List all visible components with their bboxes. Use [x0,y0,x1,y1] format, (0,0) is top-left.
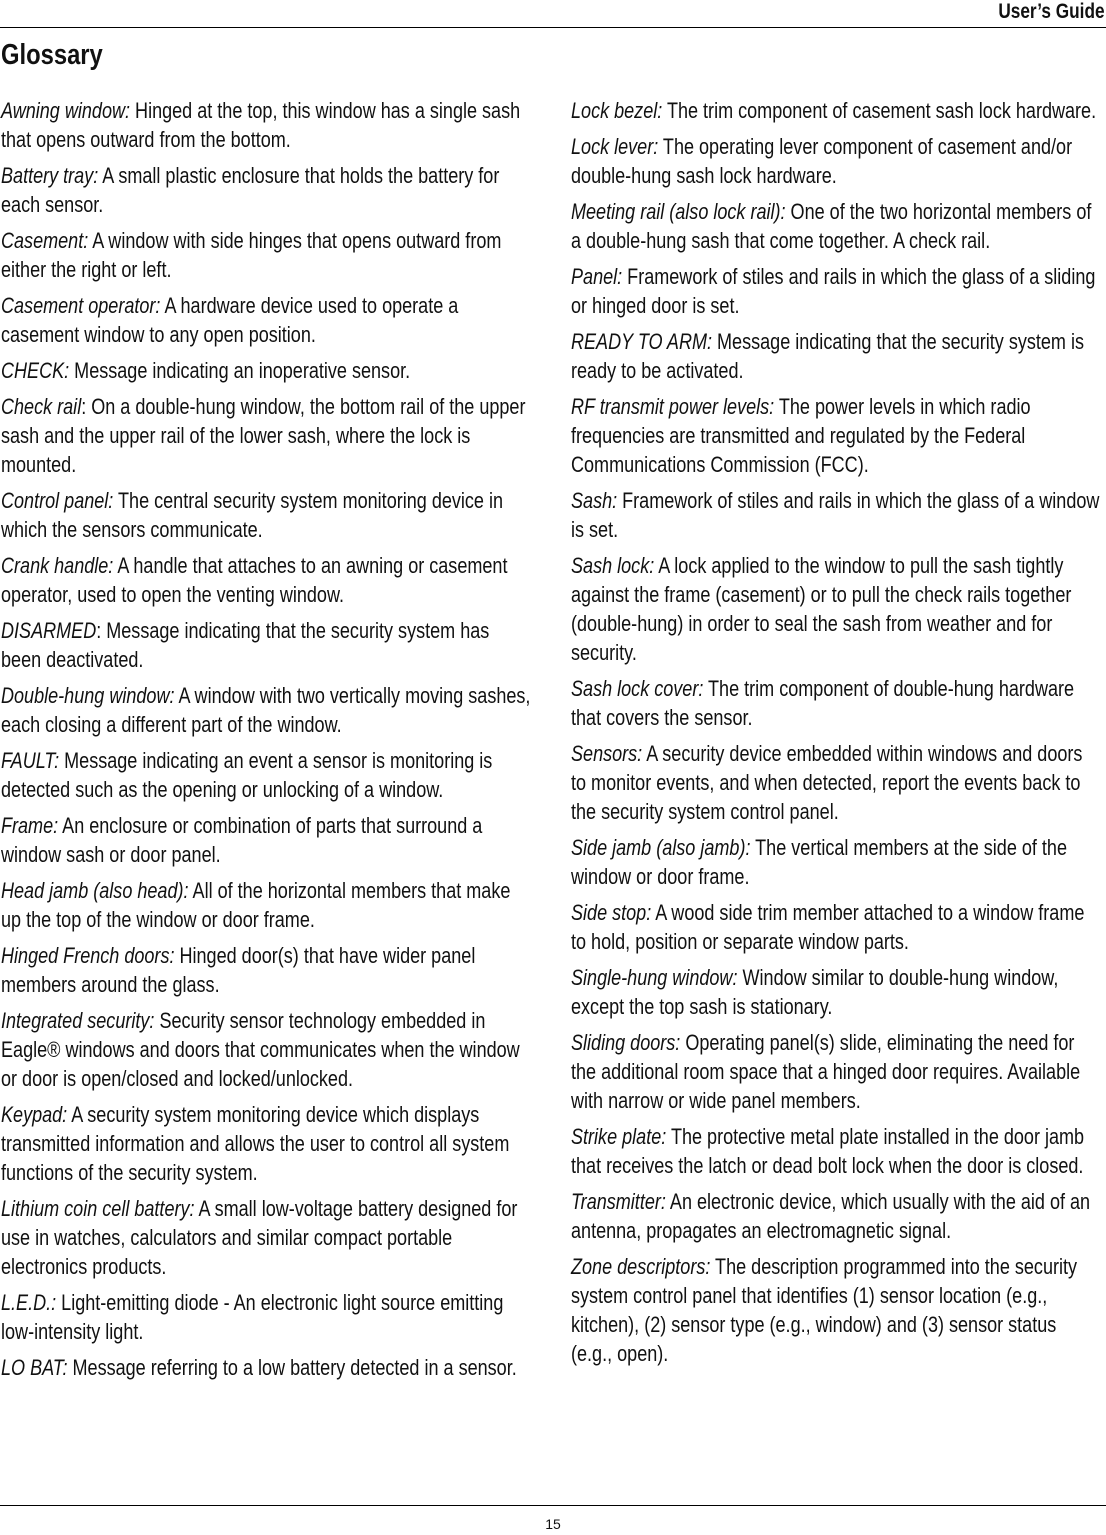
glossary-definition: The protective metal plate installed in the door jamb that receives the latch or dead bolt lock when the door is closed. [571,1124,1085,1178]
glossary-entry [571,833,1102,891]
glossary-entry [571,963,1102,1021]
glossary-term: Sash lock cover: [571,676,704,701]
glossary-entry [1,746,532,804]
glossary-entry [1,96,532,154]
glossary-definition: Framework of stiles and rails in which the glass of a sliding or hinged door is set. [571,264,1096,318]
glossary-entry [1,551,532,609]
glossary-definition: A lock applied to the window to pull the sash tightly against the frame (casement) or to pull the check rails together (double-hung) in order to seal the sash from weather and for security. [571,553,1072,665]
header-divider [0,27,1106,28]
glossary-term: Meeting rail (also lock rail): [571,199,786,224]
glossary-entry [1,811,532,869]
glossary-term: DISARMED [1,618,97,643]
glossary-definition: All of the horizontal members that make up the top of the window or door frame. [1,878,511,932]
glossary-definition: Security sensor technology embedded in Eagle® windows and doors that communicates when the window or door is open/closed and locked/unlocked. [1,1008,520,1091]
glossary-term: LO BAT: [1,1355,68,1380]
page-title: Glossary [1,39,103,71]
glossary-definition: Operating panel(s) slide, eliminating the need for the additional room space that a hinged door requires. Available with narrow or wide panel members. [571,1030,1081,1113]
glossary-term: Keypad: [1,1102,68,1127]
glossary-definition: An electronic device, which usually with the aid of an antenna, propagates an electromagnetic signal. [571,1189,1091,1243]
glossary-term: Single-hung window: [571,965,738,990]
glossary-entry [571,392,1102,479]
glossary-term: Panel: [571,264,623,289]
glossary-entry [1,1288,532,1346]
glossary-definition: A handle that attaches to an awning or casement operator, used to open the venting window. [1,553,508,607]
glossary-term: Sensors: [571,741,643,766]
glossary-term: Side stop: [571,900,652,925]
glossary-entry [571,486,1102,544]
glossary-definition: The central security system monitoring device in which the sensors communicate. [1,488,504,542]
glossary-definition: Message indicating an inoperative sensor. [69,358,411,383]
glossary-term: Sash: [571,488,618,513]
glossary-term: Sliding doors: [571,1030,681,1055]
glossary-definition: Message indicating an event a sensor is monitoring is detected such as the opening or unlocking of a window. [1,748,493,802]
glossary-term: RF transmit power levels: [571,394,775,419]
glossary-definition: One of the two horizontal members of a double-hung sash that come together. A check rail. [571,199,1092,253]
glossary-definition: A small plastic enclosure that holds the battery for each sensor. [1,163,500,217]
glossary-term: Casement operator: [1,293,161,318]
glossary-term: Head jamb (also head): [1,878,189,903]
glossary-term: Casement: [1,228,89,253]
glossary-definition: Light-emitting diode - An electronic light source emitting low-intensity light. [1,1290,504,1344]
glossary-entry [571,1028,1102,1115]
glossary-entry [571,739,1102,826]
glossary-entry [1,941,532,999]
glossary-definition: Message referring to a low battery detected in a sensor. [67,1355,517,1380]
glossary-term: Lock bezel: [571,98,663,123]
glossary-definition: Window similar to double-hung window, except the top sash is stationary. [571,965,1059,1019]
glossary-entry [571,898,1102,956]
glossary-entry [1,486,532,544]
glossary-term: CHECK: [1,358,70,383]
glossary-entry [1,616,532,674]
glossary-term: Transmitter: [571,1189,666,1214]
glossary-term: FAULT: [1,748,60,773]
glossary-definition: A hardware device used to operate a casement window to any open position. [1,293,459,347]
glossary-term: Zone descriptors: [571,1254,711,1279]
glossary-definition: The description programmed into the security system control panel that identifies (1) sensor location (e.g., kitchen), (2) sensor type (e.g., window) and (3) sensor status (e.g., open). [571,1254,1078,1366]
glossary-term: Battery tray: [1,163,99,188]
page-number: 15 [545,1516,561,1532]
glossary-definition: An enclosure or combination of parts that surround a window sash or door panel. [1,813,483,867]
glossary-definition: : Message indicating that the security system has been deactivated. [1,618,490,672]
glossary-entry [1,291,532,349]
glossary-definition: A security system monitoring device which displays transmitted information and allows the user to control all system functions of the security system. [1,1102,510,1185]
glossary-term: Side jamb (also jamb): [571,835,751,860]
header-title: User’s Guide [998,0,1105,23]
glossary-definition: The trim component of casement sash lock hardware. [662,98,1097,123]
glossary-entry [571,551,1102,667]
glossary-definition: A small low-voltage battery designed for use in watches, calculators and similar compact portable electronics products. [1,1196,518,1279]
glossary-entry [571,674,1102,732]
glossary-definition: A window with two vertically moving sashes, each closing a different part of the window. [1,683,531,737]
glossary-entry [571,1187,1102,1245]
glossary-term: Frame: [1,813,59,838]
glossary-entry [1,392,532,479]
glossary-entry [571,327,1102,385]
glossary-entry [1,1100,532,1187]
glossary-entry [1,681,532,739]
glossary-entry [571,132,1102,190]
glossary-entry [1,161,532,219]
glossary-entry [1,356,532,385]
glossary-definition: The power levels in which radio frequencies are transmitted and regulated by the Federal Communications Commission (FCC). [571,394,1031,477]
glossary-term: Lithium coin cell battery: [1,1196,195,1221]
glossary-definition: A wood side trim member attached to a window frame to hold, position or separate window parts. [571,900,1085,954]
glossary-term: Awning window: [1,98,131,123]
glossary-definition: The vertical members at the side of the window or door frame. [571,835,1067,889]
glossary-term: Hinged French doors: [1,943,175,968]
glossary-term: Check rail [1,394,82,419]
glossary-definition: : On a double-hung window, the bottom rail of the upper sash and the upper rail of the lower sash, where the lock is mounted. [1,394,526,477]
glossary-entry [1,1353,532,1382]
glossary-term: Double-hung window: [1,683,175,708]
glossary-entry [571,96,1102,125]
glossary-term: Strike plate: [571,1124,667,1149]
glossary-entry [1,226,532,284]
glossary-column-left [1,96,532,1389]
glossary-term: L.E.D.: [1,1290,57,1315]
glossary-term: READY TO ARM: [571,329,713,354]
glossary-definition: The trim component of double-hung hardware that covers the sensor. [571,676,1075,730]
glossary-definition: Framework of stiles and rails in which the glass of a window is set. [571,488,1100,542]
glossary-entry [571,262,1102,320]
glossary-term: Crank handle: [1,553,114,578]
glossary-term: Sash lock: [571,553,655,578]
glossary-definition: A window with side hinges that opens outward from either the right or left. [1,228,502,282]
glossary-definition: The operating lever component of casement and/or double-hung sash lock hardware. [571,134,1073,188]
glossary-entry [1,876,532,934]
glossary-definition: Hinged at the top, this window has a single sash that opens outward from the bottom. [1,98,521,152]
glossary-term: Integrated security: [1,1008,155,1033]
glossary-entry [571,1252,1102,1368]
glossary-entry [571,197,1102,255]
glossary-definition: Hinged door(s) that have wider panel members around the glass. [1,943,476,997]
glossary-definition: A security device embedded within windows and doors to monitor events, and when detected, report the events back to the security system control panel. [571,741,1083,824]
glossary-definition: Message indicating that the security system is ready to be activated. [571,329,1085,383]
glossary-entry [1,1194,532,1281]
glossary-column-right [571,96,1102,1375]
glossary-term: Lock lever: [571,134,659,159]
footer-divider [0,1505,1106,1506]
glossary-entry [571,1122,1102,1180]
glossary-entry [1,1006,532,1093]
glossary-term: Control panel: [1,488,114,513]
